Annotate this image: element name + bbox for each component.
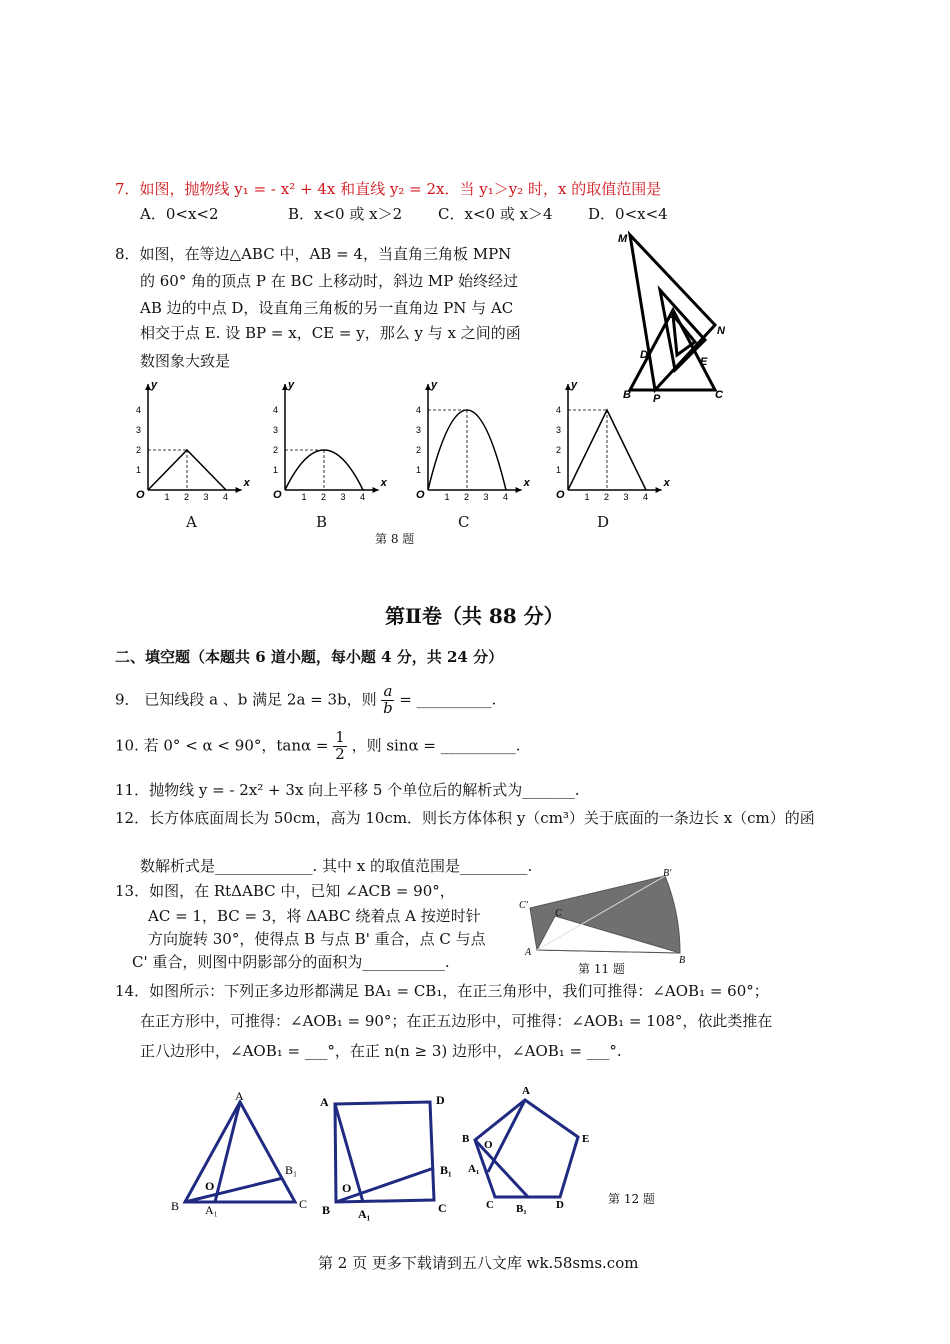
q8-graph-4-y-tick-4: 4 — [556, 405, 562, 415]
q8-graph-2-origin-label: O — [273, 489, 282, 501]
q8-line-3: AB 边的中点 D，设直角三角板的另一直角边 PN 与 AC — [140, 299, 514, 317]
q10-tail: ，则 sinα = __________. — [351, 736, 521, 755]
q14-sq-label-a: A — [320, 1095, 329, 1109]
q8-label-c: C — [715, 389, 723, 401]
q8-graph-2-x-arrow — [373, 487, 379, 493]
q8-line-2: 的 60° 角的顶点 P 在 BC 上移动时，斜边 MP 始终经过 — [140, 272, 519, 290]
q14-pent-label-o: O — [484, 1139, 493, 1151]
q13-label-a: A — [525, 947, 532, 958]
q14-sq-label-d: D — [436, 1093, 445, 1107]
q8-graph-2-x-tick-1: 1 — [301, 492, 307, 502]
q7-option-d: D．0<x<4 — [588, 205, 668, 223]
q14-tri-label-c: C — [299, 1197, 308, 1211]
q14-tri-label-a1: A₁ — [205, 1203, 218, 1217]
q13-line-4: C' 重合，则图中阴影部分的面积为___________. — [132, 953, 450, 971]
q8-graph-label-c: C — [458, 513, 470, 531]
q8-graph-1-x-tick-4: 4 — [223, 492, 229, 502]
q8-caption: 第 8 题 — [375, 532, 415, 546]
q14-sq-label-o: O — [342, 1181, 352, 1195]
q8-graph-3-x-tick-4: 4 — [503, 492, 509, 502]
q8-graph-4-x-arrow — [656, 487, 662, 493]
q14-tri-label-o: O — [205, 1179, 215, 1193]
q8-graph-1-y-tick-3: 3 — [136, 425, 142, 435]
q8-graph-2-x-tick-2: 2 — [321, 492, 327, 502]
q10-fraction: $\frac{1}{2}$ — [335, 728, 345, 763]
q8-graph-4-y-tick-3: 3 — [556, 425, 562, 435]
q8-graph-2-y-tick-1: 1 — [273, 465, 279, 475]
q9-blank: = __________. — [399, 690, 497, 709]
q13-line-1: 13．如图，在 RtΔABC 中，已知 ∠ACB = 90°， — [115, 882, 455, 900]
q14-pentagon-figure — [460, 1082, 600, 1217]
q8-graph-4-y-tick-1: 1 — [556, 465, 562, 475]
q8-graph-3-y-tick-2: 2 — [416, 445, 422, 455]
q13-label-b-prime: B' — [663, 868, 672, 879]
q8-graph-2-x-label: x — [380, 477, 387, 489]
q8-line-5: 数图象大致是 — [140, 352, 231, 370]
q14-tri-label-b1: B₁ — [285, 1163, 298, 1177]
q13-line-2: AC = 1，BC = 3，将 ΔABC 绕着点 A 按逆时针 — [148, 907, 481, 925]
q13-label-c: C — [555, 908, 562, 919]
q10 — [115, 730, 521, 763]
q8-graph-2-x-tick-4: 4 — [360, 492, 366, 502]
q8-graph-2-y-tick-2: 2 — [273, 445, 279, 455]
q12-line-2: 数解析式是_____________. 其中 x 的取值范围是_________. — [140, 857, 533, 875]
q8-graph-1-origin-label: O — [136, 489, 145, 501]
q8-label-b: B — [623, 389, 631, 401]
q8-graph-1-x-arrow — [236, 487, 242, 493]
q7-option-c: C．x<0 或 x＞4 — [438, 205, 553, 223]
q8-graph-4-x-tick-1: 1 — [584, 492, 590, 502]
q8-graph-3-y-tick-4: 4 — [416, 405, 422, 415]
q13-line-3: 方向旋转 30°，使得点 B 与点 B' 重合，点 C 与点 — [148, 930, 486, 948]
q8-graph-label-b: B — [316, 513, 328, 531]
q8-line-1: 8．如图，在等边△ABC 中，AB = 4，当直角三角板 MPN — [115, 245, 512, 263]
q8-graph-2-y-tick-3: 3 — [273, 425, 279, 435]
q8-label-a: A — [668, 311, 676, 323]
q8-graph-4-x-tick-2: 2 — [604, 492, 610, 502]
q8-graph-3-y-tick-1: 1 — [416, 465, 422, 475]
q14-pent-label-a1: A₁ — [468, 1163, 480, 1175]
q7-option-b: B．x<0 或 x＞2 — [288, 205, 403, 223]
q9-text: 9． 已知线段 a 、b 满足 2a = 3b，则 — [115, 690, 377, 709]
q8-graph-1-x-tick-3: 3 — [203, 492, 209, 502]
q8-graph-2-y-tick-4: 4 — [273, 405, 279, 415]
page-footer: 第 2 页 更多下载请到五八文库 wk.58sms.com — [318, 1254, 639, 1272]
q8-graph-4-x-label: x — [663, 477, 670, 489]
q8-graph-3-y-tick-3: 3 — [416, 425, 422, 435]
q8-graph-3-x-label: x — [523, 477, 530, 489]
q14-caption: 第 12 题 — [608, 1192, 655, 1206]
q8-graph-label-d: D — [597, 513, 610, 531]
q14-line-2: 在正方形中，可推得：∠AOB₁ = 90°；在正五边形中，可推得：∠AOB₁ = 108°，依此类推在 — [140, 1012, 773, 1030]
q8-label-e: E — [700, 356, 708, 368]
q8-graph-3-x-tick-1: 1 — [444, 492, 450, 502]
q14-line-1: 14．如图所示：下列正多边形都满足 BA₁ = CB₁，在正三角形中，我们可推得：∠AOB₁ = 60°； — [115, 982, 769, 1000]
q13-label-c-prime: C' — [519, 900, 528, 911]
q7-option-a: A．0<x<2 — [140, 205, 219, 223]
q8-label-p: P — [653, 393, 661, 405]
q8-graph-1-y-tick-1: 1 — [136, 465, 142, 475]
q10-text: 10. 若 0° < α < 90°，tanα = — [115, 736, 329, 755]
q13-rotation-figure — [515, 868, 695, 968]
q8-graph-1-y-tick-4: 4 — [136, 405, 142, 415]
q14-triangle-figure — [165, 1090, 325, 1220]
q14-sq-label-c: C — [438, 1201, 447, 1215]
q8-graph-2-y-label: y — [288, 379, 295, 391]
q8-graph-4-origin-label: O — [556, 489, 565, 501]
q8-graph-1-y-label: y — [151, 379, 158, 391]
q8-label-m: M — [618, 233, 628, 245]
q14-pent-label-c: C — [486, 1199, 494, 1211]
section2-title: 二、填空题（本题共 6 道小题，每小题 4 分，共 24 分） — [115, 648, 504, 666]
q8-graph-3-x-tick-2: 2 — [464, 492, 470, 502]
q7-stem: 7．如图，抛物线 y₁ = - x² + 4x 和直线 y₂ = 2x．当 y₁＞y₂ 时，x 的取值范围是 — [115, 180, 662, 198]
q8-graph-1-y-tick-2: 2 — [136, 445, 142, 455]
q8-graph-3-x-arrow — [516, 487, 522, 493]
q8-graph-4-x-tick-3: 3 — [623, 492, 629, 502]
q14-pent-label-a: A — [522, 1085, 530, 1097]
q11: 11．抛物线 y = - 2x² + 3x 向上平移 5 个单位后的解析式为_______. — [115, 781, 580, 799]
q8-label-d: D — [640, 349, 648, 361]
q8-graph-1-x-label: x — [243, 477, 250, 489]
q14-pent-label-b1: B₁ — [516, 1203, 527, 1215]
q8-graphs — [0, 0, 950, 540]
q14-sq-label-b1: B₁ — [440, 1163, 452, 1177]
q9-fraction: $\frac{a}{b}$ — [383, 682, 393, 717]
q14-tri-label-b: B — [171, 1199, 180, 1213]
q13-caption: 第 11 题 — [578, 962, 625, 976]
q8-graph-4-y-tick-2: 2 — [556, 445, 562, 455]
q14-sq-label-a1: A₁ — [358, 1207, 371, 1221]
q8-graph-4-y-label: y — [571, 379, 578, 391]
q8-line-4: 相交于点 E. 设 BP = x，CE = y，那么 y 与 x 之间的函 — [140, 324, 521, 342]
q8-label-n: N — [717, 325, 725, 337]
q14-pent-label-e: E — [582, 1133, 590, 1145]
q8-graph-4-x-tick-4: 4 — [643, 492, 649, 502]
q14-tri-label-a: A — [235, 1089, 244, 1103]
q8-graph-3-x-tick-3: 3 — [483, 492, 489, 502]
q14-sq-label-b: B — [322, 1203, 331, 1217]
part2-title: 第Ⅱ卷（共 88 分） — [385, 604, 564, 628]
q14-line-3: 正八边形中，∠AOB₁ = ___°，在正 n(n ≥ 3) 边形中，∠AOB₁ = ___°. — [140, 1042, 622, 1060]
q12-line-1: 12．长方体底面周长为 50cm，高为 10cm．则长方体体积 y（cm³）关于底面的一条边长 x（cm）的函 — [115, 809, 815, 827]
q14-pent-label-d: D — [556, 1199, 564, 1211]
q14-pent-label-b: B — [462, 1133, 470, 1145]
q8-graph-3-y-label: y — [431, 379, 438, 391]
q8-graph-1-x-tick-1: 1 — [164, 492, 170, 502]
q8-graph-label-a: A — [186, 513, 197, 531]
q14-square-figure — [318, 1090, 468, 1225]
q8-graph-2-x-tick-3: 3 — [340, 492, 346, 502]
q13-label-b: B — [679, 955, 686, 966]
q8-graph-1-x-tick-2: 2 — [184, 492, 190, 502]
q8-graph-3-origin-label: O — [416, 489, 425, 501]
q9 — [115, 684, 496, 717]
